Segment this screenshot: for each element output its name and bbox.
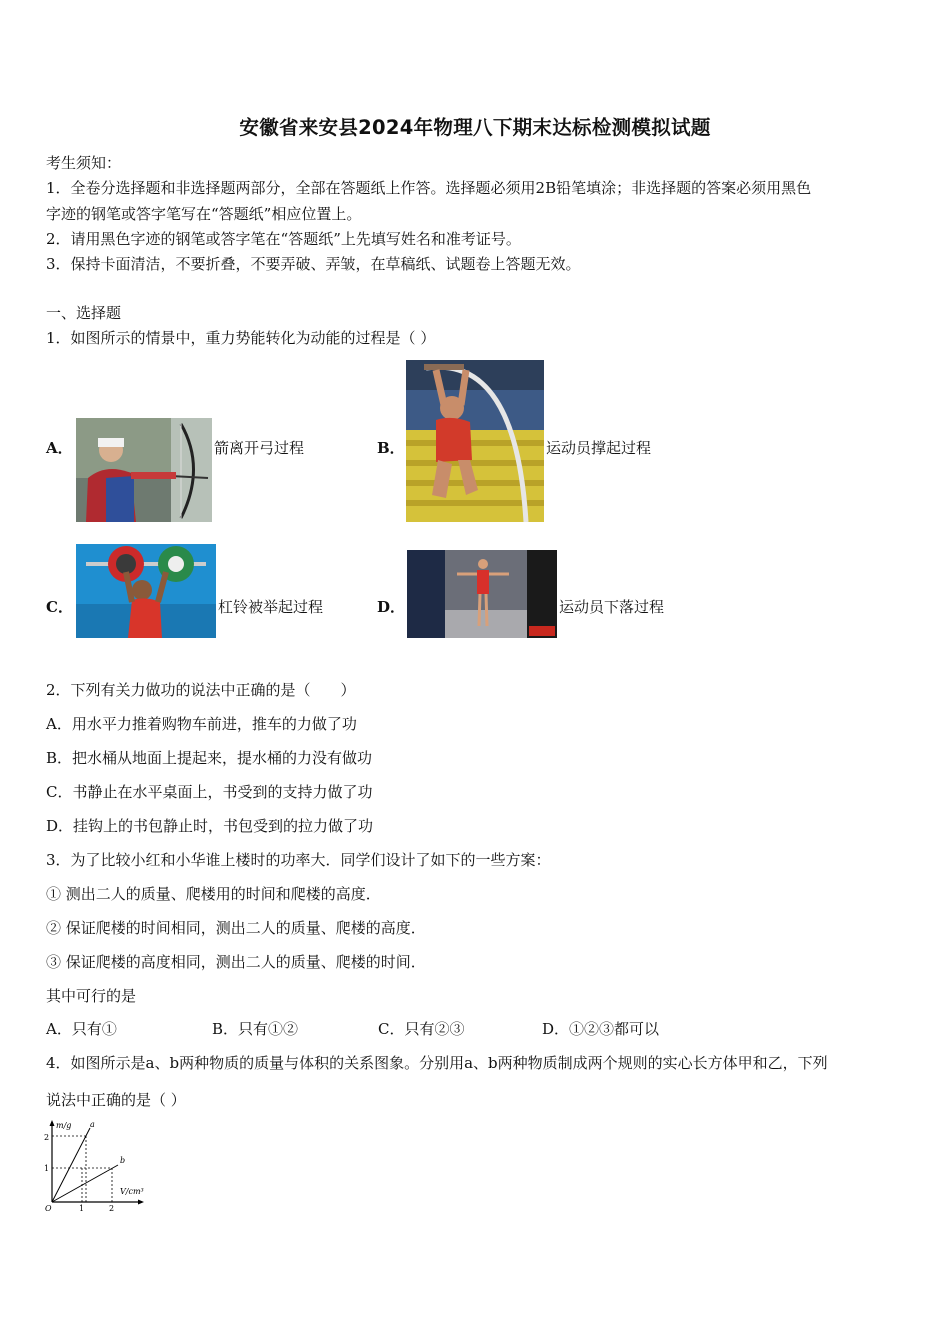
q1-option-b-letter[interactable]: B． bbox=[377, 439, 405, 457]
archer-photo bbox=[76, 418, 212, 522]
notice-heading: 考生须知： bbox=[46, 154, 122, 172]
q1-option-a-caption: 箭离开弓过程 bbox=[214, 439, 305, 457]
page-title: 安徽省来安县2024年物理八下期末达标检测模拟试题 bbox=[239, 116, 711, 139]
x-tick-1: 1 bbox=[79, 1204, 85, 1213]
x-axis-arrow bbox=[138, 1200, 144, 1205]
q2-option-d[interactable]: D．挂钩上的书包静止时，书包受到的拉力做了功 bbox=[46, 817, 374, 835]
q1-stem: 1．如图所示的情景中，重力势能转化为动能的过程是（ ） bbox=[46, 329, 436, 347]
q1-option-d-caption: 运动员下落过程 bbox=[559, 598, 665, 616]
y-axis-label: m/g bbox=[56, 1121, 72, 1130]
q4-stem-line1: 4．如图所示是a、b两种物质的质量与体积的关系图象。分别用a、b两种物质制成两个规则的实心长方体甲和乙，下列 bbox=[46, 1054, 828, 1072]
q3-prompt: 其中可行的是 bbox=[46, 987, 137, 1005]
q2-option-c[interactable]: C．书静止在水平桌面上，书受到的支持力做了功 bbox=[46, 783, 373, 801]
q3-option-b[interactable]: B．只有①② bbox=[212, 1020, 299, 1038]
q3-plan-1: ① 测出二人的质量、爬楼用的时间和爬楼的高度． bbox=[46, 885, 381, 903]
q3-option-a[interactable]: A．只有① bbox=[46, 1020, 117, 1038]
q3-option-c[interactable]: C．只有②③ bbox=[378, 1020, 465, 1038]
q1-option-a-letter[interactable]: A． bbox=[46, 439, 73, 457]
notice-item-2: 2．请用黑色字迹的钢笔或答字笔在“答题纸”上先填写姓名和准考证号。 bbox=[46, 230, 521, 248]
y-axis-arrow bbox=[50, 1120, 55, 1126]
q1-option-c-caption: 杠铃被举起过程 bbox=[218, 598, 324, 616]
q1-option-d-letter[interactable]: D． bbox=[377, 598, 406, 616]
line-b-label: b bbox=[120, 1156, 126, 1165]
q1-option-c-letter[interactable]: C． bbox=[46, 598, 73, 616]
pole-vault-photo bbox=[406, 360, 544, 522]
x-tick-2: 2 bbox=[109, 1204, 115, 1213]
line-a-label: a bbox=[90, 1120, 95, 1129]
q2-option-b[interactable]: B．把水桶从地面上提起来，提水桶的力没有做功 bbox=[46, 749, 373, 767]
q3-stem: 3．为了比较小红和小华谁上楼时的功率大．同学们设计了如下的一些方案： bbox=[46, 851, 551, 869]
y-tick-2: 2 bbox=[44, 1133, 50, 1142]
mass-volume-graph bbox=[40, 1118, 150, 1214]
y-tick-1: 1 bbox=[44, 1164, 50, 1173]
notice-item-1: 1．全卷分选择题和非选择题两部分，全部在答题纸上作答。选择题必须用2B铅笔填涂；非选择题的答案必须用黑色 bbox=[46, 179, 812, 197]
origin-label: O bbox=[45, 1204, 52, 1213]
weightlifting-photo bbox=[76, 544, 216, 638]
q2-option-a[interactable]: A．用水平力推着购物车前进，推车的力做了功 bbox=[46, 715, 357, 733]
x-axis-label: V/cm³ bbox=[120, 1187, 144, 1196]
q1-option-b-caption: 运动员撑起过程 bbox=[546, 439, 652, 457]
section-heading: 一、选择题 bbox=[46, 304, 122, 322]
q3-plan-3: ③ 保证爬楼的高度相同，测出二人的质量、爬楼的时间． bbox=[46, 953, 426, 971]
q3-plan-2: ② 保证爬楼的时间相同，测出二人的质量、爬楼的高度． bbox=[46, 919, 426, 937]
notice-item-3: 3．保持卡面清洁，不要折叠，不要弄破、弄皱，在草稿纸、试题卷上答题无效。 bbox=[46, 255, 581, 273]
trampoline-photo bbox=[407, 550, 557, 638]
q4-stem-line2: 说法中正确的是（ ） bbox=[46, 1091, 186, 1109]
q3-option-d[interactable]: D．①②③都可以 bbox=[542, 1020, 660, 1038]
notice-item-1-cont: 字迹的钢笔或答字笔写在“答题纸”相应位置上。 bbox=[46, 205, 362, 223]
q2-stem: 2．下列有关力做功的说法中正确的是（ ） bbox=[46, 681, 356, 699]
